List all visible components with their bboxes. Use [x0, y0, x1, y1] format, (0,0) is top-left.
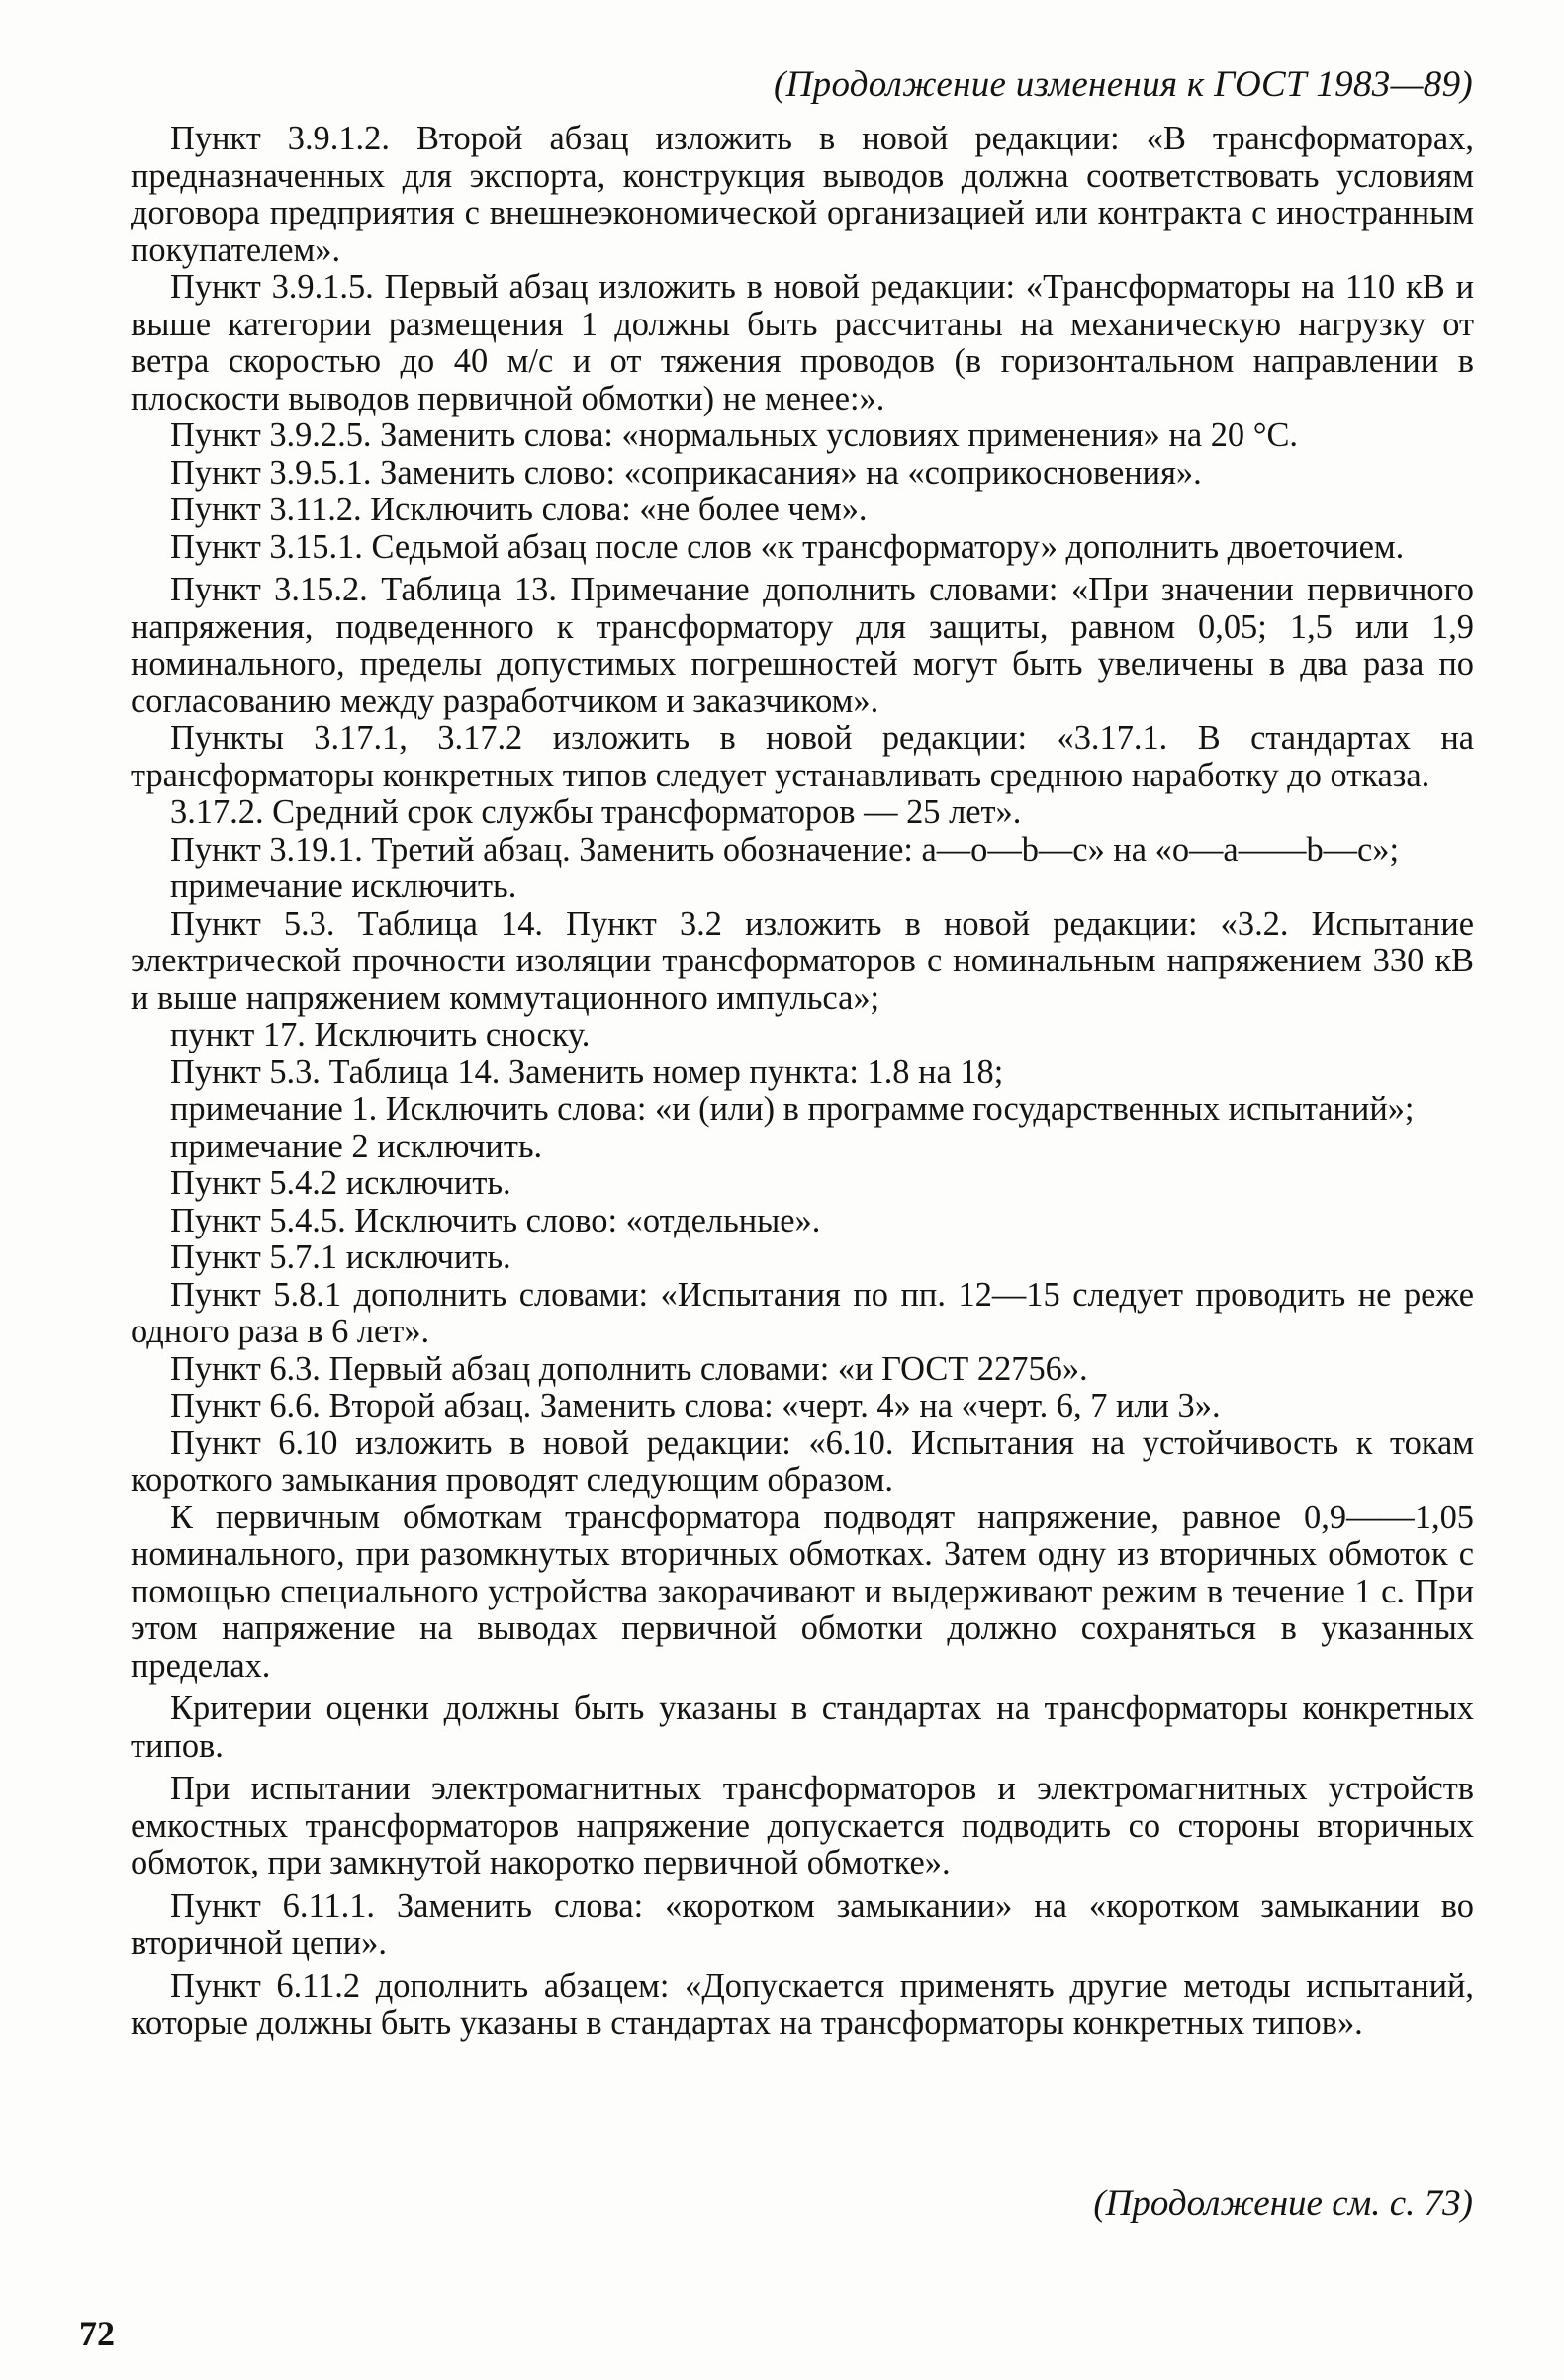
continuation-note: (Продолжение см. с. 73) [1093, 2183, 1473, 2224]
paragraph: Пункт 3.19.1. Третий абзац. Заменить обозначение: а—о—b—с» на «о—а——b—с»; [170, 830, 1400, 869]
paragraph: К первичным обмоткам трансформатора подводят напряжение, равное 0,9——1,05 номинального, при разомкнутых вторичных обмотках. Затем одну из вторичных обмоток с помощью специального устройства закорачивают и выдерживают режим в течение 1 с. При этом напряжение на выводах первичной обмотки должно сохраняться в указанных пределах. [131, 1498, 1474, 1685]
paragraph: Пункт 5.4.2 исключить. [170, 1164, 511, 1202]
paragraph: Пункт 3.9.1.5. Первый абзац изложить в новой редакции: «Трансформаторы на 110 кВ и выше категории размещения 1 должны быть рассчитаны на механическую нагрузку от ветра скоростью до 40 м/с и от тяжения проводов (в горизонтальном направлении в плоскости выводов первичной обмотки) не менее:». [131, 268, 1474, 417]
body-text [131, 121, 1474, 2049]
paragraph: примечание исключить. [170, 868, 517, 905]
paragraph: пункт 17. Исключить сноску. [170, 1016, 591, 1053]
paragraph: Пункт 6.11.2 дополнить абзацем: «Допускается применять другие методы испытаний, которые должны быть указаны в стандартах на трансформаторы конкретных типов». [131, 1967, 1474, 2042]
paragraph: примечание 2 исключить. [170, 1127, 543, 1165]
paragraph: При испытании электромагнитных трансформаторов и электромагнитных устройств емкостных трансформаторов напряжение допускается подводить со стороны вторичных обмоток, при замкнутой накоротко первичной обмотке». [131, 1770, 1474, 1881]
paragraph: Пункт 5.3. Таблица 14. Пункт 3.2 изложить в новой редакции: «3.2. Испытание электрической прочности изоляции трансформаторов с номинальным напряжением 330 кВ и выше напряжением коммутационного импульса»; [131, 904, 1474, 1017]
paragraph: Пункт 5.8.1 дополнить словами: «Испытания по пп. 12—15 следует проводить не реже одного раза в 6 лет». [131, 1275, 1474, 1350]
paragraph: Пункт 6.11.1. Заменить слова: «коротком замыкании» на «коротком замыкании во вторичной цепи». [131, 1886, 1474, 1962]
paragraph: Пункт 3.9.2.5. Заменить слова: «нормальных условиях применения» на 20 °С. [170, 416, 1298, 454]
paragraph: Критерии оценки должны быть указаны в стандартах на трансформаторы конкретных типов. [131, 1690, 1474, 1765]
paragraph: Пункты 3.17.1, 3.17.2 изложить в новой редакции: «3.17.1. В стандартах на трансформаторы конкретных типов следует устанавливать среднюю наработку до отказа. [131, 719, 1474, 794]
paragraph: Пункт 3.9.5.1. Заменить слово: «соприкасания» на «соприкосновения». [170, 453, 1202, 492]
paragraph: примечание 1. Исключить слова: «и (или) в программе государственных испытаний»; [170, 1090, 1415, 1128]
paragraph: Пункт 6.3. Первый абзац дополнить словами: «и ГОСТ 22756». [170, 1349, 1088, 1388]
paragraph: Пункт 6.6. Второй абзац. Заменить слова: «черт. 4» на «черт. 6, 7 или 3». [170, 1387, 1221, 1424]
paragraph: Пункт 3.11.2. Исключить слова: «не более чем». [170, 491, 868, 528]
paragraph: Пункт 5.4.5. Исключить слово: «отдельные». [170, 1201, 821, 1239]
paragraph: Пункт 3.9.1.2. Второй абзац изложить в новой редакции: «В трансформаторах, предназначенных для экспорта, конструкция выводов должна соответствовать условиям договора предприятия с внешнеэкономической организацией или контракта с иностранным покупателем». [131, 120, 1474, 269]
paragraph: Пункт 5.3. Таблица 14. Заменить номер пункта: 1.8 на 18; [170, 1053, 1004, 1091]
paragraph: Пункт 5.7.1 исключить. [170, 1238, 511, 1276]
page-number: 72 [79, 2314, 115, 2353]
paragraph: Пункт 3.15.2. Таблица 13. Примечание дополнить словами: «При значении первичного напряжения, подведенного к трансформатору для защиты, равном 0,05; 1,5 или 1,9 номинального, пределы допустимых погрешностей могут быть увеличены в два раза по согласованию между разработчиком и заказчиком». [131, 571, 1474, 720]
paragraph: Пункт 3.15.1. Седьмой абзац после слов «к трансформатору» дополнить двоеточием. [170, 527, 1405, 566]
running-header: (Продолжение изменения к ГОСТ 1983—89) [774, 64, 1473, 105]
paragraph: 3.17.2. Средний срок службы трансформаторов — 25 лет». [170, 793, 1022, 831]
paragraph: Пункт 6.10 изложить в новой редакции: «6.10. Испытания на устойчивость к токам короткого замыкания проводят следующим образом. [131, 1423, 1474, 1499]
